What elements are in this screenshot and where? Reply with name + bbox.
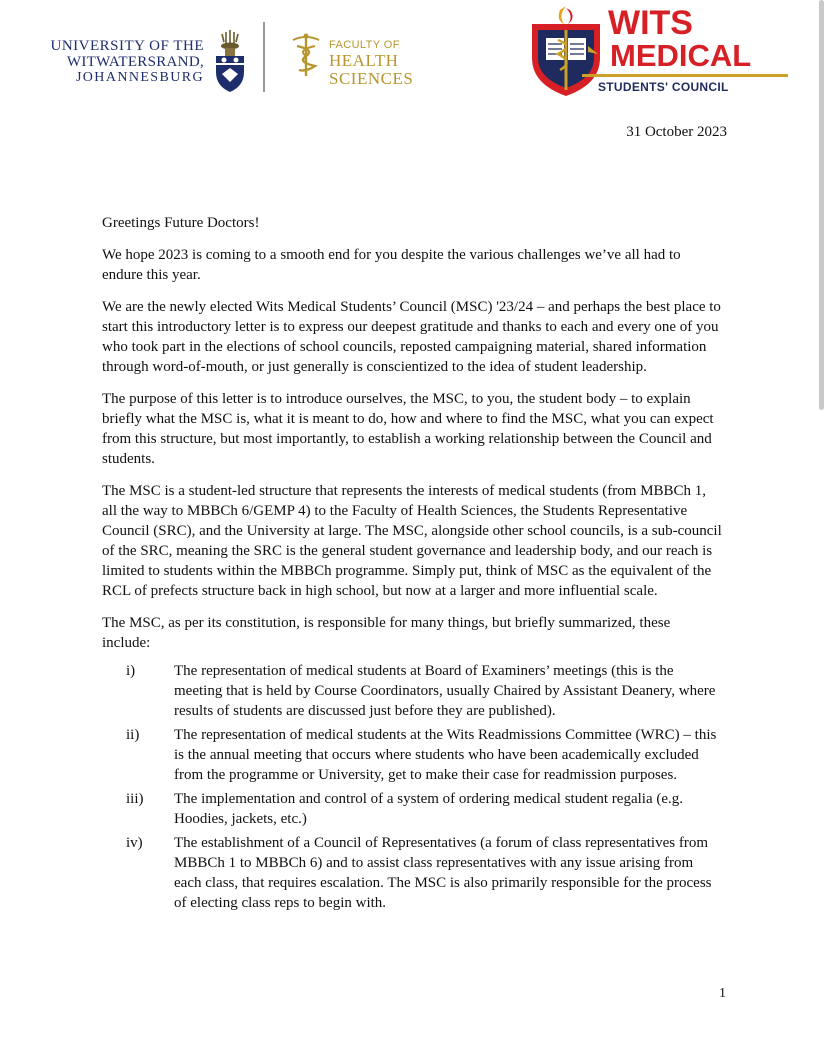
medical-council-logo [528,4,790,96]
wits-university-name [42,38,204,86]
council-logo-subtitle: STUDENTS' COUNCIL [598,80,729,94]
letter-paragraph: The MSC, as per its constitution, is responsible for many things, but briefly summarized, these include: [102,615,671,651]
letter-paragraph: We hope 2023 is coming to a smooth end for you despite the various challenges we’ve all had to endure this year. [102,247,681,283]
council-logo-wits: WITS [608,4,693,42]
letter-paragraph: We are the newly elected Wits Medical Students’ Council (MSC) '23/24 – and perhaps the best place to start this introductory letter is to express our deepest gratitude and thanks to each and every one of you who took part in the elections of school councils, reposted campaigning material, shared information through word-of-mouth, or just generally is conscientized to the idea of student leadership. [102,299,721,375]
wits-name-line2: WITWATERSRAND, [66,54,204,70]
wits-name-line1: UNIVERSITY OF THE [50,38,204,54]
faculty-name [329,38,487,88]
list-item [102,725,722,785]
list-item-text: The representation of medical students at the Wits Readmissions Committee (WRC) – this is the annual meeting that occurs where students who have been academically excluded from the programme or University, get to make their case for readmission purposes. [174,727,717,783]
faculty-logo [287,32,487,88]
list-item-number: iii) [126,791,144,807]
scrollbar[interactable] [819,0,824,410]
letter-paragraph: The purpose of this letter is to introduce ourselves, the MSC, to you, the student body – to explain briefly what the MSC is, what it is meant to do, how and where to find the MSC, what you can expect from this structure, but most importantly, to establish a working relationship between the Council and students. [102,391,714,467]
council-logo-medical: MEDICAL [610,38,752,73]
letter-greeting: Greetings Future Doctors! [102,215,260,231]
letter-body [102,213,722,917]
faculty-name-line1: FACULTY OF [329,39,400,51]
list-item [102,833,722,913]
list-item-text: The establishment of a Council of Representatives (a forum of class representatives from MBBCh 1 to MBBCh 6) and to assist class representatives with any issue arising from each class, that requires escalation. The MSC is also primarily responsible for the process of electing class reps to begin with. [174,835,712,911]
list-item-number: ii) [126,727,140,743]
wits-crest-icon [210,30,250,94]
page-number: 1 [719,986,726,1001]
header-divider [263,22,265,92]
wits-name-line3: JOHANNESBURG [75,70,204,85]
faculty-name-line2: HEALTH SCIENCES [329,51,414,88]
responsibilities-list [102,661,722,913]
list-item [102,789,722,829]
list-item-number: i) [126,663,136,679]
list-item-text: The representation of medical students at Board of Examiners’ meetings (this is the meeting that is held by Course Coordinators, usually Chaired by Assistant Deanery, where results of students are discussed just before they are published). [174,663,716,719]
list-item-number: iv) [126,835,143,851]
caduceus-icon [287,32,325,78]
list-item [102,661,722,721]
letter-date: 31 October 2023 [626,124,727,140]
council-shield-icon [528,6,604,98]
wits-university-logo [42,30,252,94]
letter-paragraph: The MSC is a student-led structure that represents the interests of medical students (from MBBCh 1, all the way to MBBCh 6/GEMP 4) to the Faculty of Health Sciences, the Students Representative Council (SRC), and the University at large. The MSC, alongside other school councils, is a sub-council of the SRC, meaning the SRC is the general student governance and leadership body, and our reach is limited to students within the MBBCh programme. Simply put, think of MSC as the equivalent of the RCL of prefects structure back in high school, but now at a larger and more influential scale. [102,483,722,599]
council-logo-bar [582,74,788,77]
list-item-text: The implementation and control of a system of ordering medical student regalia (e.g. Hoodies, jackets, etc.) [174,791,684,827]
